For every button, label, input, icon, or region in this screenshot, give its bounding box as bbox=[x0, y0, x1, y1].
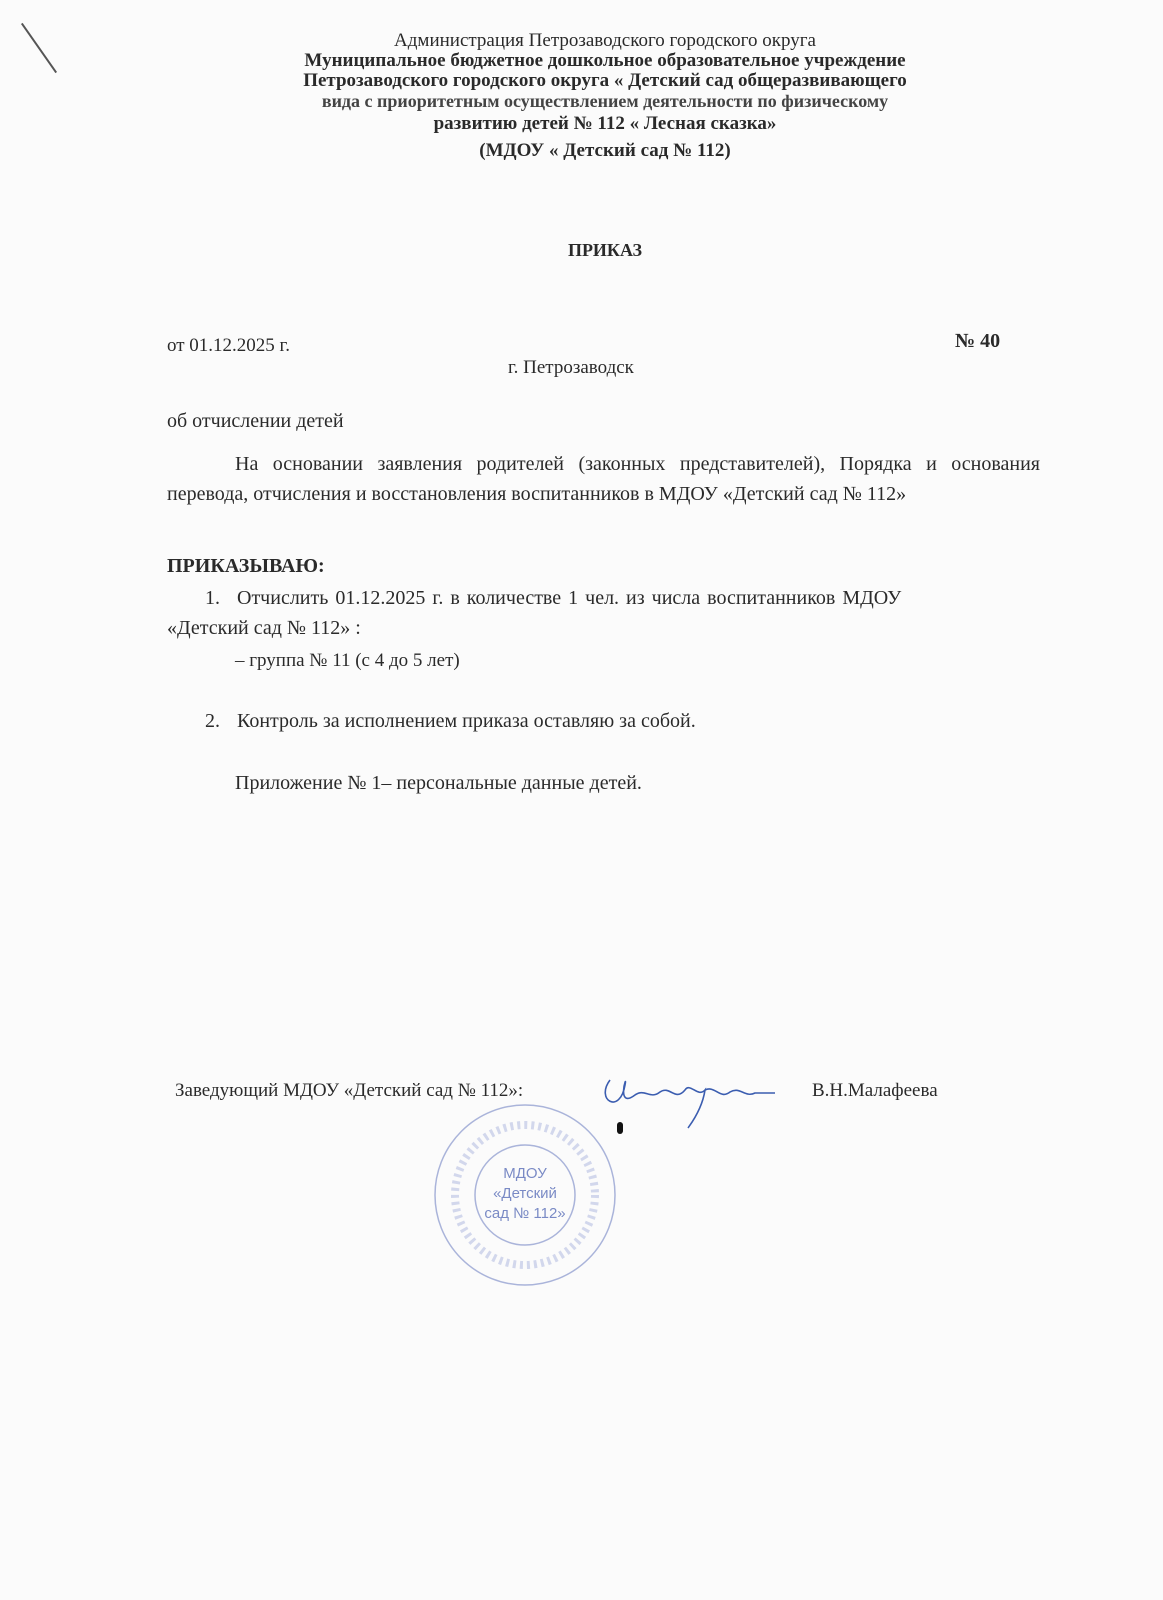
order-word: ПРИКАЗЫВАЮ: bbox=[167, 555, 325, 577]
order-number: № 40 bbox=[955, 330, 1001, 352]
order-subject: об отчислении детей bbox=[167, 410, 344, 432]
header-institution-line3: вида с приоритетным осуществлением деятельности по физическому bbox=[321, 91, 889, 111]
signatory-position: Заведующий МДОУ «Детский сад № 112»: bbox=[175, 1080, 524, 1101]
header-short-name: (МДОУ « Детский сад № 112) bbox=[479, 140, 731, 161]
preamble-text: На основании заявления родителей (законных представителей), Порядка и основания перевода, отчисления и восстановления воспитанников в МДОУ «Детский сад № 112» bbox=[167, 453, 1040, 505]
handwritten-signature bbox=[590, 1060, 780, 1130]
svg-text:«Детский: «Детский bbox=[493, 1185, 557, 1202]
order-city: г. Петрозаводск bbox=[508, 357, 634, 378]
header-institution-line4: развитию детей № 112 « Лесная сказка» bbox=[433, 113, 777, 134]
svg-text:сад № 112»: сад № 112» bbox=[484, 1205, 566, 1222]
header-institution-line1: Муниципальное бюджетное дошкольное образовательное учреждение bbox=[304, 50, 906, 71]
order-date: от 01.12.2025 г. bbox=[167, 335, 290, 356]
document-title: ПРИКАЗ bbox=[567, 240, 643, 260]
item-number: 2. bbox=[205, 710, 220, 732]
item-text-cont: «Детский сад № 112» : bbox=[167, 617, 361, 639]
item-number: 1. bbox=[205, 587, 220, 609]
preamble bbox=[167, 449, 1040, 509]
ink-blot bbox=[617, 1122, 623, 1134]
header-administration: Администрация Петрозаводского городского округа bbox=[394, 30, 816, 51]
svg-text:МДОУ: МДОУ bbox=[503, 1165, 547, 1182]
appendix-note: Приложение № 1– персональные данные детей. bbox=[235, 772, 642, 794]
signatory-name: В.Н.Малафеева bbox=[812, 1080, 938, 1101]
item-text: Отчислить 01.12.2025 г. в количестве 1 чел. из числа воспитанников МДОУ bbox=[237, 587, 902, 609]
header-institution-line2: Петрозаводского городского округа « Детский сад общеразвивающего bbox=[303, 70, 907, 91]
item-group: – группа № 11 (с 4 до 5 лет) bbox=[235, 650, 460, 671]
item-text: Контроль за исполнением приказа оставляю за собой. bbox=[237, 710, 696, 732]
